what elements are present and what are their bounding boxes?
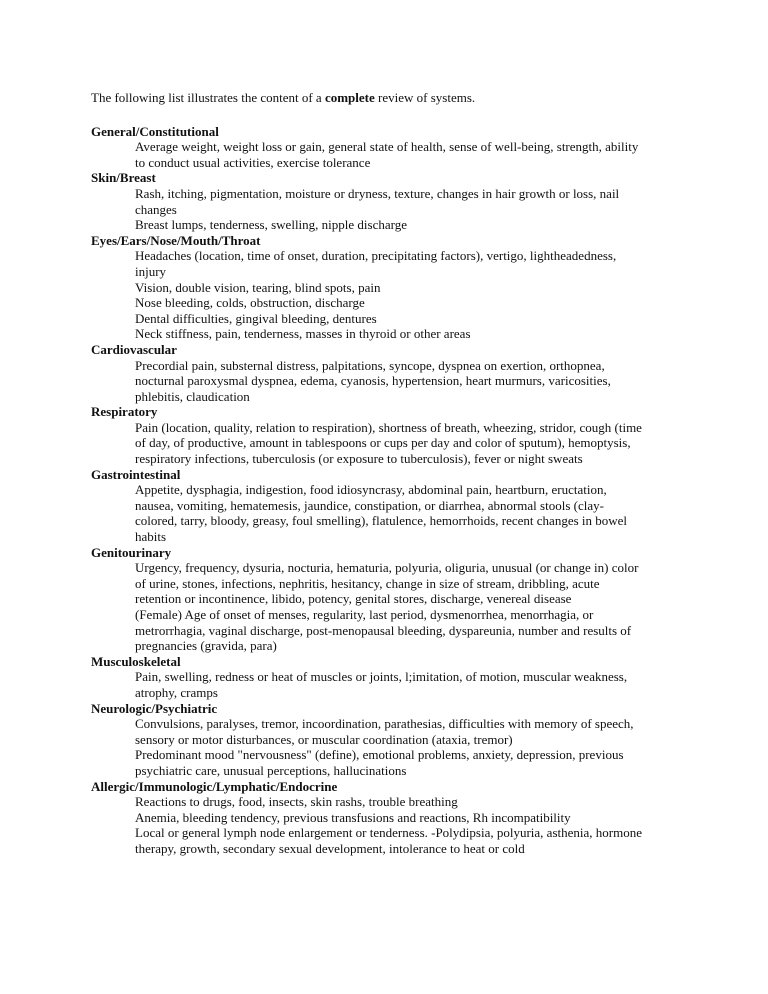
section-line: Breast lumps, tenderness, swelling, nipple discharge	[135, 217, 407, 233]
section-line: Vision, double vision, tearing, blind spots, pain	[135, 279, 381, 295]
section-line: (Female) Age of onset of menses, regularity, last period, dysmenorrhea, menorrhagia, or	[135, 607, 594, 622]
section-heading: Gastrointestinal	[91, 466, 181, 482]
section-line: psychiatric care, unusual perceptions, hallucinations	[135, 762, 407, 778]
section-line: therapy, growth, secondary sexual development, intolerance to heat or cold	[135, 840, 525, 856]
section-line: Appetite, dysphagia, indigestion, food idiosyncrasy, abdominal pain, heartburn, eructation,	[135, 482, 607, 498]
section-line: Headaches (location, time of onset, duration, precipitating factors), vertigo, lightheadedness,	[135, 248, 617, 264]
section-line: sensory or motor disturbances, or muscular coordination (ataxia, tremor)	[135, 731, 513, 747]
section-line: nocturnal paroxysmal dyspnea, edema, cyanosis, hypertension, heart murmurs, varicosities,	[135, 373, 611, 389]
intro-paragraph	[91, 90, 681, 106]
section-line: pregnancies (gravida, para)	[135, 638, 277, 654]
section-line: Dental difficulties, gingival bleeding, dentures	[135, 310, 377, 326]
section-line: Precordial pain, substernal distress, palpitations, syncope, dyspnea on exertion, orthopnea,	[135, 357, 605, 373]
section-line: habits	[135, 529, 167, 545]
section-skin-breast	[91, 170, 681, 232]
section-heading: Neurologic/Psychiatric	[91, 700, 218, 716]
section-heading: Skin/Breast	[91, 170, 156, 186]
section-line: of day, of productive, amount in tablespoons or cups per day and color of sputum), hemoptysis,	[135, 435, 631, 451]
section-line: changes	[135, 201, 177, 217]
section-genitourinary	[91, 545, 681, 654]
section-line: injury	[135, 263, 167, 279]
section-line: retention or incontinence, libido, potency, genital stores, discharge, venereal disease	[135, 591, 572, 607]
section-line: nausea, vomiting, hematemesis, jaundice, constipation, or diarrhea, abnormal stools (clay-	[135, 497, 604, 513]
section-allergic-immunologic-lymphatic-endocrine	[91, 779, 681, 857]
section-gastrointestinal	[91, 467, 681, 545]
section-heading: Eyes/Ears/Nose/Mouth/Throat	[91, 232, 261, 248]
section-line: Urgency, frequency, dysuria, nocturia, hematuria, polyuria, oliguria, unusual (or change in) color	[135, 560, 639, 576]
section-line: Local or general lymph node enlargement or tenderness. -Polydipsia, polyuria, asthenia, hormone	[135, 825, 642, 841]
section-line: Pain (location, quality, relation to respiration), shortness of breath, wheezing, stridor, cough (time	[135, 419, 642, 435]
section-respiratory	[91, 404, 681, 466]
section-line: Predominant mood "nervousness" (define), emotional problems, anxiety, depression, previous	[135, 747, 624, 763]
section-line: Neck stiffness, pain, tenderness, masses in thyroid or other areas	[135, 326, 471, 342]
section-eyes-ears-nose-mouth-throat	[91, 233, 681, 342]
section-neurologic-psychiatric	[91, 701, 681, 779]
section-heading: Musculoskeletal	[91, 653, 181, 669]
intro-text-after: review of systems.	[374, 90, 476, 105]
section-line: Nose bleeding, colds, obstruction, discharge	[135, 295, 365, 311]
section-line: Rash, itching, pigmentation, moisture or dryness, texture, changes in hair growth or loss, nail	[135, 185, 620, 201]
section-heading: Allergic/Immunologic/Lymphatic/Endocrine	[91, 778, 338, 794]
section-general-constitutional	[91, 124, 681, 171]
document-page	[91, 90, 681, 857]
section-line: phlebitis, claudication	[135, 388, 250, 404]
section-line: metrorrhagia, vaginal discharge, post-menopausal bleeding, dyspareunia, number and results of	[135, 622, 632, 638]
intro-emphasis: complete	[324, 90, 375, 105]
section-line: Anemia, bleeding tendency, previous transfusions and reactions, Rh incompatibility	[135, 809, 571, 825]
section-line: Convulsions, paralyses, tremor, incoordination, parathesias, difficulties with memory of speech,	[135, 716, 634, 732]
section-heading: Respiratory	[91, 404, 158, 420]
section-line: Average weight, weight loss or gain, general state of health, sense of well-being, strength, ability	[135, 139, 639, 155]
section-line: Reactions to drugs, food, insects, skin rashs, trouble breathing	[135, 794, 458, 810]
intro-text-before: The following list illustrates the content of a	[91, 90, 325, 105]
section-line: of urine, stones, infections, nephritis, hesitancy, change in size of stream, dribbling, acute	[135, 575, 600, 591]
section-line: Pain, swelling, redness or heat of muscles or joints, l;imitation, of motion, muscular weakness,	[135, 669, 628, 685]
section-heading: Cardiovascular	[91, 341, 177, 357]
section-heading: General/Constitutional	[91, 123, 219, 139]
section-line: to conduct usual activities, exercise tolerance	[135, 154, 371, 170]
section-line: atrophy, cramps	[135, 684, 218, 700]
section-musculoskeletal	[91, 654, 681, 701]
section-cardiovascular	[91, 342, 681, 404]
section-line: respiratory infections, tuberculosis (or exposure to tuberculosis), fever or night sweats	[135, 451, 583, 467]
section-line: colored, tarry, bloody, greasy, foul smelling), flatulence, hemorrhoids, recent changes in bowel	[135, 513, 628, 529]
section-heading: Genitourinary	[91, 544, 172, 560]
